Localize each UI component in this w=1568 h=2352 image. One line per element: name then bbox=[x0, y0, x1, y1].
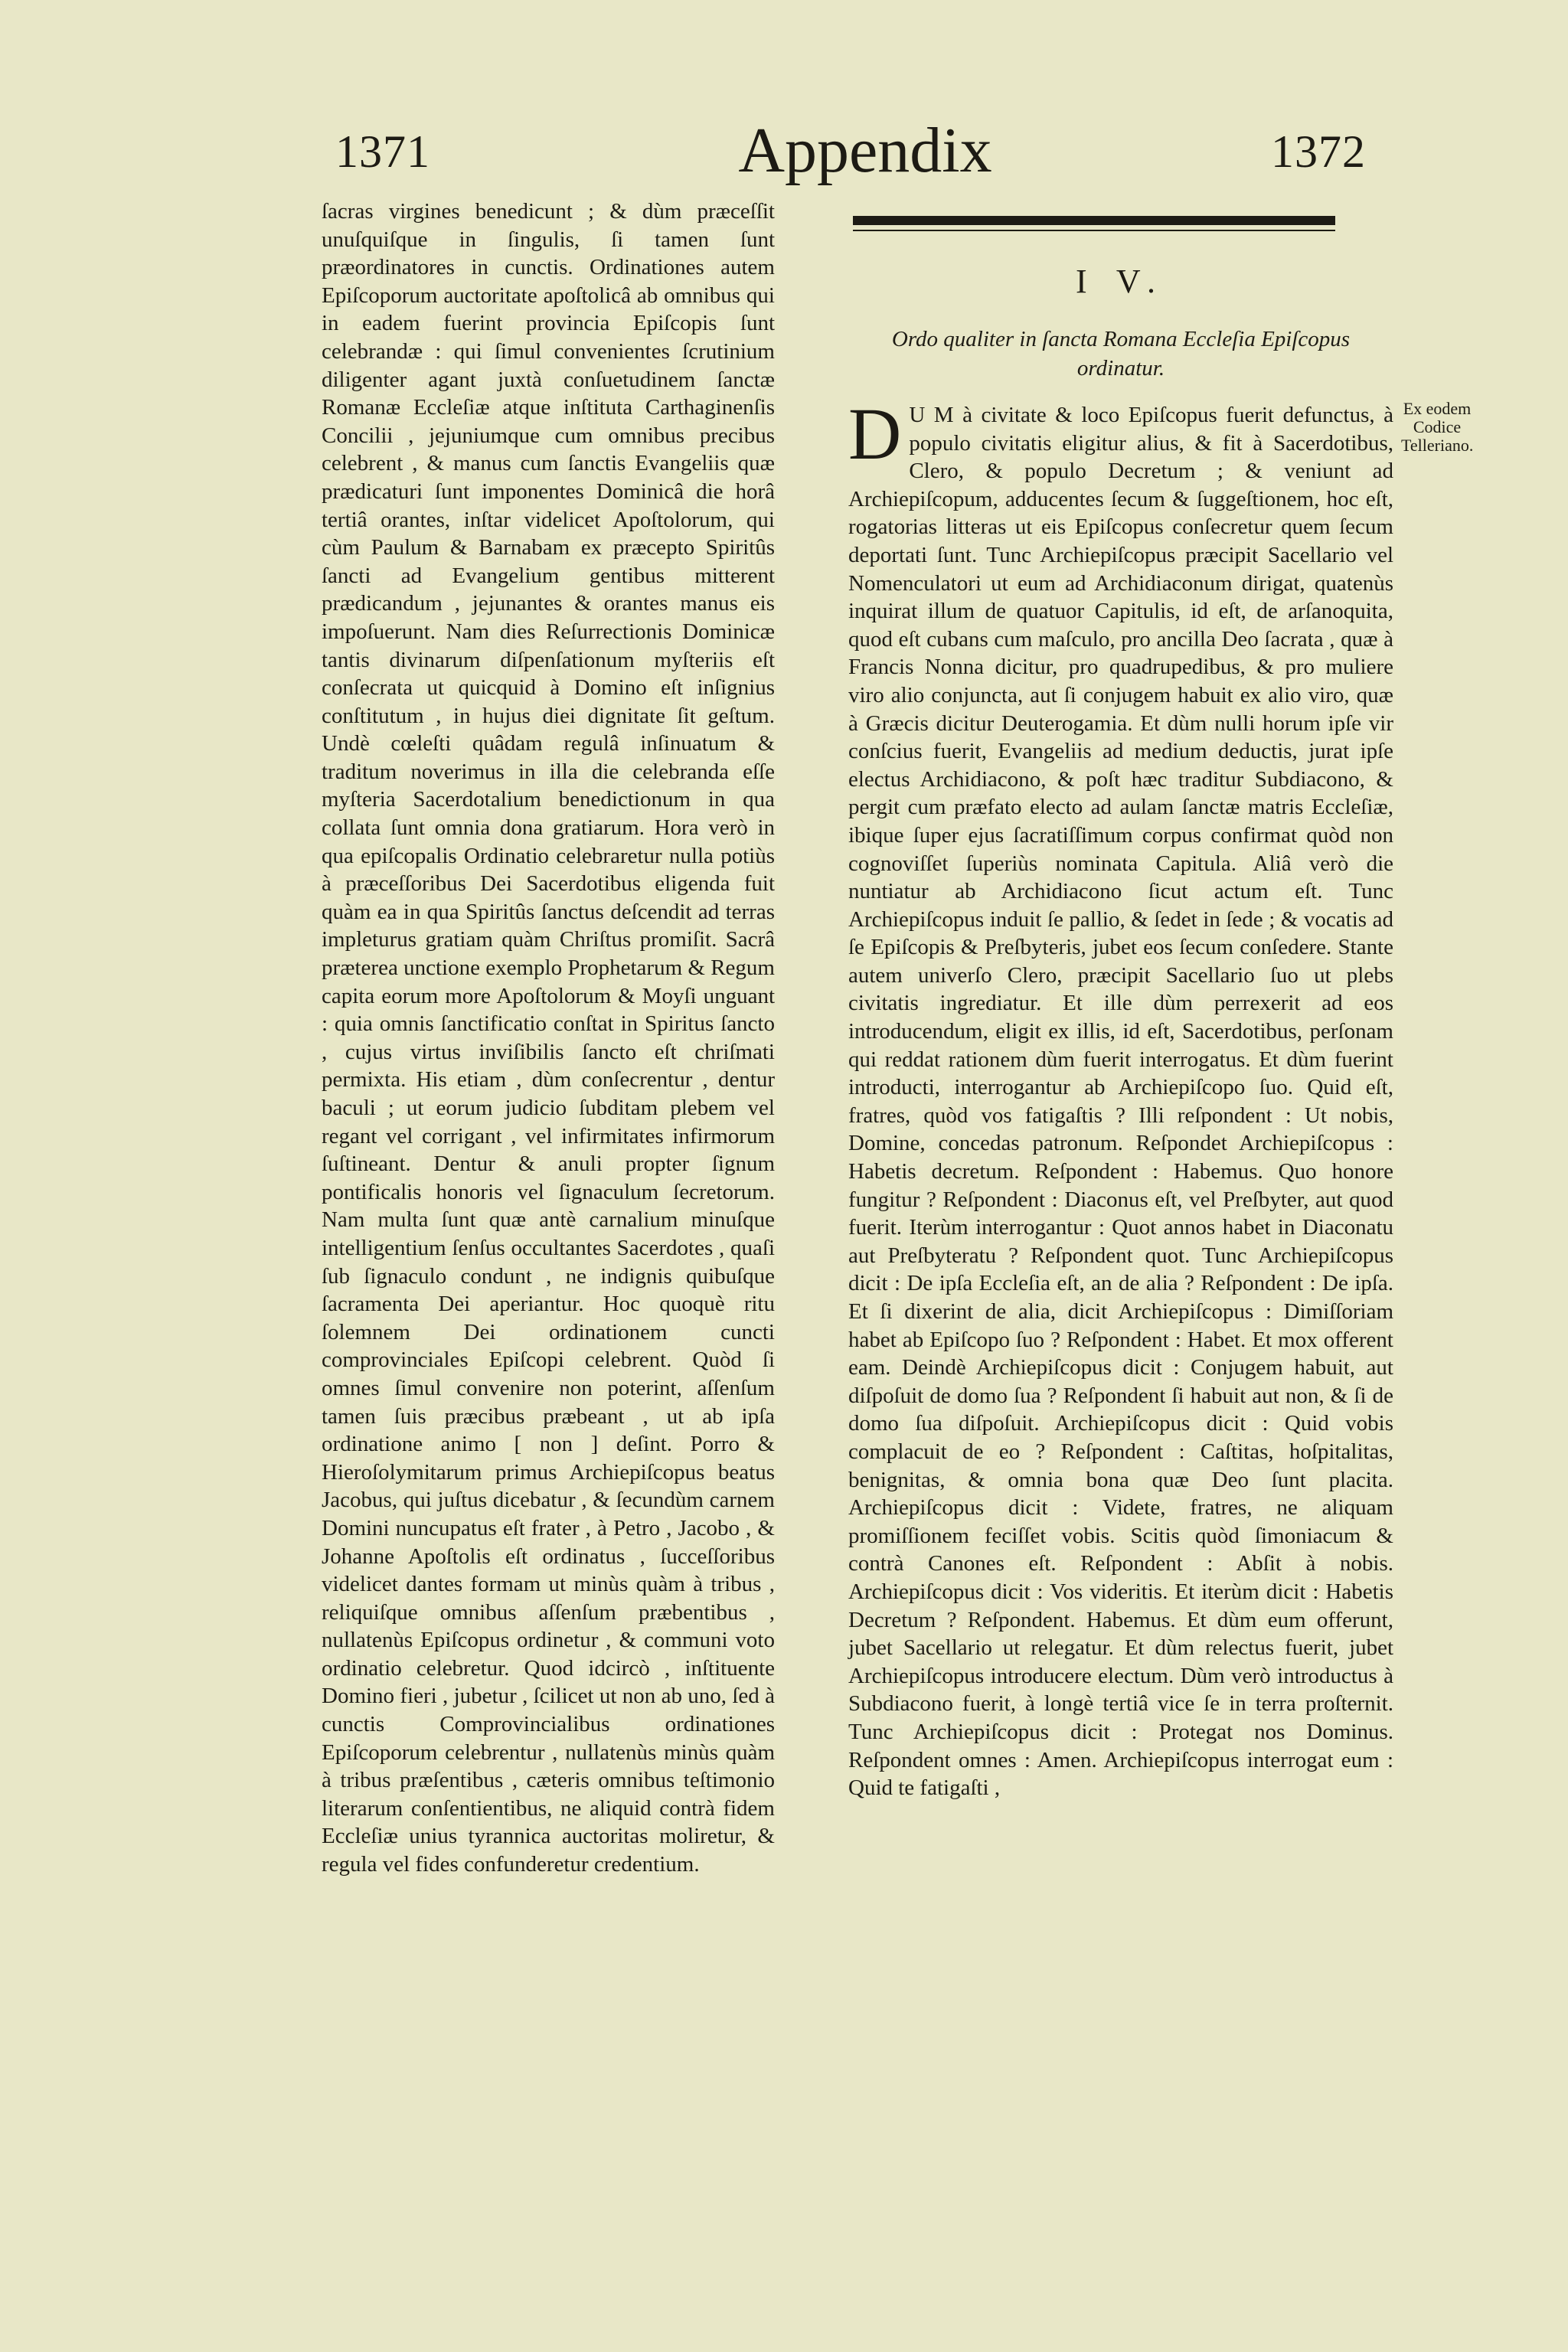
running-title: Appendix bbox=[738, 115, 992, 186]
right-column-body bbox=[848, 393, 1393, 1802]
right-column-text: U M à civitate & loco Epiſcopus fuerit defunctus, à populo civitatis eligitur alius, & fit à Sacerdotibus, Clero, & populo Decretum ; & veniunt ad Archiepiſcopum, adducentes ſecum & ſuggeſtionem, hoc eſt, rogatorias litteras ut eis Epiſcopus conſecretur quem ſecum deportati ſunt. Tunc Archiepiſcopus præcipit Sacellario vel Nomenculatori ut eum ad Archidiaconum dirigat, quatenùs inquirat illum de quatuor Capitulis, id eſt, de arſanoquita, quod eſt cubans cum maſculo, pro ancilla Deo ſacrata , quæ à Francis Nonna dicitur, pro quadrupedibus, & pro muliere viro alio conjuncta, aut ſi conjugem habuit ex alio viro, quæ à Græcis dicitur Deuterogamia. Et dùm nulli horum ipſe vir conſcius fuerit, Evangeliis ad medium deductis, jurat ipſe electus Archidiacono, & poſt hæc traditur Subdiacono, & pergit cum præfato electo ad aulam ſanctæ matris Eccleſiæ, ibique ſuper ejus ſacratiſſimum corpus confirmat quòd non cognoviſſet ſuperiùs nominata Capitula. Aliâ verò die nuntiatur ab Archidiacono ſicut actum eſt. Tunc Archiepiſcopus induit ſe pallio, & ſedet in ſede ; & vocatis ad ſe Epiſcopis & Preſbyteris, jubet eos ſecum conſedere. Stante autem univerſo Clero, præcipit Sacellario ſuo ut plebs civitatis ingrediatur. Et ille dùm perrexerit ad eos introducendum, eligit ex illis, id eſt, Sacerdotibus, perſonam qui reddat rationem dùm fuerit interrogatus. Et dùm fuerint introducti, interrogantur ab Archiepiſcopo ſuo. Quid eſt, fratres, quòd vos fatigaſtis ? Illi reſpondent : Ut nobis, Domine, concedas patronum. Reſpondet Archiepiſcopus : Habetis decretum. Reſpondent : Habemus. Quo honore fungitur ? Reſpondent : Diaconus eſt, vel Preſbyter, aut quod fuerit. Iterùm interrogantur : Quot annos habet in Diaconatu aut Preſbyteratu ? Reſpondent quot. Tunc Archiepiſcopus dicit : De ipſa Eccleſia eſt, an de alia ? Reſpondent : De ipſa. Et ſi dixerint de alia, dicit Archiepiſcopus : Dimiſſoriam habet ab Epiſcopo ſuo ? Reſpondent : Habet. Et mox offerent eam. Deindè Archiepiſcopus dicit : Conjugem habuit, aut diſpoſuit de domo ſua ? Reſpondent ſi habuit aut non, & ſi de domo ſua diſpoſuit. Archiepiſcopus dicit : Quid vobis complacuit de eo ? Reſpondent : Caſtitas, hoſpitalitas, benignitas, & omnia bona quæ Deo ſunt placita. Archiepiſcopus dicit : Videte, fratres, ne aliquam promiſſionem feciſſet vobis. Scitis quòd ſimoniacum & contrà Canones eſt. Reſpondent : Abſit à nobis. Archiepiſcopus dicit : Vos videritis. Et iterùm dicit : Habetis Decretum ? Reſpondent. Habemus. Et dùm eum offerunt, jubet Sacellario ut relegatur. Et dùm relectus fuerit, jubet Archiepiſcopus introducere electum. Dùm verò introductus à Subdiacono fuerit, à longè tertiâ vice ſe in terra proſternit. Tunc Archiepiſcopus dicit : Protegat nos Dominus. Reſpondent omnes : Amen. Archiepiſcopus interrogat eum : Quid te fatigaſti , bbox=[848, 403, 1393, 1801]
drop-cap: D bbox=[848, 393, 902, 475]
section-rule-thick bbox=[853, 216, 1335, 225]
section-heading: Ordo qualiter in ſancta Romana Eccleſia Epiſcopus ordinatur. bbox=[891, 327, 1351, 381]
section-numeral: I V. bbox=[1076, 263, 1166, 300]
margin-note: Ex eodem Codice Telleriano. bbox=[1401, 399, 1474, 455]
section-rule-thin bbox=[853, 230, 1335, 231]
page-number-right: 1372 bbox=[1271, 126, 1366, 177]
page-number-left: 1371 bbox=[335, 126, 430, 177]
left-column-text: ſacras virgines benedicunt ; & dùm præceſſit unuſquiſque in ſingulis, ſi tamen ſunt præordinatores in cunctis. Ordinationes autem Epiſcoporum auctoritate apoſtolicâ ab omnibus qui in eadem fuerint provincia Epiſcopis ſunt celebrandæ : qui ſimul convenientes ſcrutinium diligenter agant juxtà conſuetudinem ſanctæ Romanæ Eccleſiæ atque inſtituta Carthaginenſis Concilii , jejuniumque cum omnibus precibus celebrent , & manus cum ſanctis Evangeliis quæ prædicaturi ſunt imponentes Dominicâ die horâ tertiâ orantes, inſtar videlicet Apoſtolorum, qui cùm Paulum & Barnabam ex præcepto Spiritûs ſancti ad Evangelium gentibus mitterent prædicandum , jejunantes & orantes manus eis impoſuerunt. Nam dies Reſurrectionis Dominicæ tantis divinarum diſpenſationum myſteriis eſt conſecrata ut quicquid à Domino eſt inſignius conſtitutum , in hujus diei dignitate ſit geſtum. Undè cœleſti quâdam regulâ inſinuatum & traditum noverimus in illa die celebranda eſſe myſteria Sacerdotalium benedictionum in qua collata ſunt omnia dona gratiarum. Hora verò in qua epiſcopalis Ordinatio celebraretur nulla potiùs à præceſſoribus Dei Sacerdotibus eligenda fuit quàm ea in qua Spiritûs ſanctus deſcendit ad terras impleturus gratiam quàm Chriſtus promiſit. Sacrâ præterea unctione exemplo Prophetarum & Regum capita eorum more Apoſtolorum & Moyſi unguant : quia omnis ſanctificatio conſtat in Spiritus ſancto , cujus virtus inviſibilis ſancto eſt chriſmati permixta. His etiam , dùm conſecrentur , dentur baculi ; ut eorum judicio ſubditam plebem vel regant vel corrigant , vel infirmitates infirmorum ſuſtineant. Dentur & anuli propter ſignum pontificalis honoris vel ſignaculum ſecretorum. Nam multa ſunt quæ antè carnalium minuſque intelligentium ſenſus occultantes Sacerdotes , quaſi ſub ſignaculo condunt , ne indignis quibuſque ſacramenta Dei aperiantur. Hoc quoquè ritu ſolemnem Dei ordinationem cuncti comprovinciales Epiſcopi celebrent. Quòd ſi omnes ſimul convenire non poterint, aſſenſum tamen ſuis præcibus præbeant , ut ab ipſa ordinatione animo [ non ] deſint. Porro & Hieroſolymitarum primus Archiepiſcopus beatus Jacobus, qui juſtus dicebatur , & ſecundùm carnem Domini nuncupatus eſt frater , à Petro , Jacobo , & Johanne Apoſtolis eſt ordinatus , ſucceſſoribus videlicet dantes formam ut minùs quàm à tribus , reliquiſque omnibus aſſenſum præbentibus , nullatenùs Epiſcopus ordinetur , & communi voto ordinatio celebretur. Quod idcircò , inſtituente Domino fieri , jubetur , ſcilicet ut non ab uno, ſed à cunctis Comprovincialibus ordinationes Epiſcoporum celebrentur , nullatenùs minùs quàm à tribus præſentibus , cæteris omnibus teſtimonio literarum conſentientibus, ne aliquid contrà fidem Eccleſiæ unius tyrannica auctoritas moliretur, & regula vel fides confunderetur credentium. bbox=[322, 199, 775, 1877]
